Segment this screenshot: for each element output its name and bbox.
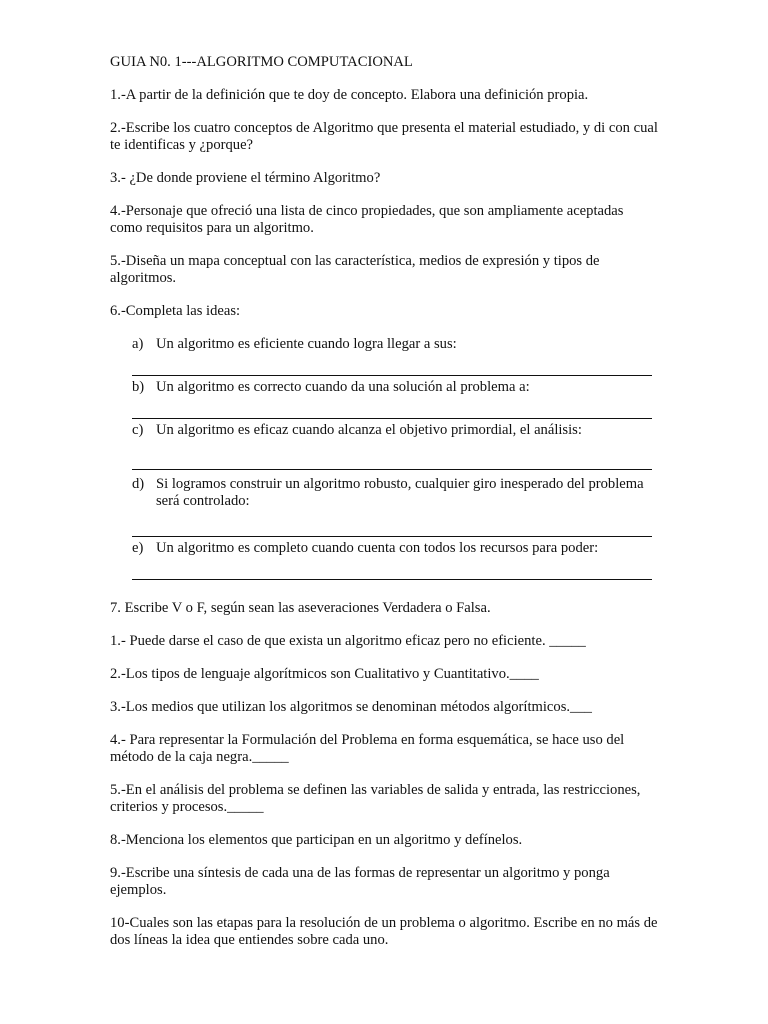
question-3: 3.- ¿De donde proviene el término Algoritmo? <box>110 170 381 186</box>
idea-text: Si logramos construir un algoritmo robusto, cualquier giro inesperado del problema será controlado: <box>156 476 644 509</box>
idea-label: d) <box>132 476 145 492</box>
question-7: 7. Escribe V o F, según sean las aseveraciones Verdadera o Falsa. <box>110 600 491 616</box>
question-2: 2.-Escribe los cuatro conceptos de Algoritmo que presenta el material estudiado, y di con cual te identificas y ¿porque? <box>110 120 658 153</box>
idea-label: a) <box>132 336 144 352</box>
idea-label: c) <box>132 422 144 438</box>
question-8: 8.-Menciona los elementos que participan en un algoritmo y defínelos. <box>110 832 523 848</box>
question-10: 10-Cuales son las etapas para la resolución de un problema o algoritmo. Escribe en no más de dos líneas la idea que entiendes sobre cada uno. <box>110 915 658 948</box>
idea-e <box>132 540 658 557</box>
idea-b <box>132 379 658 396</box>
answer-line-a[interactable] <box>132 369 652 376</box>
question-6: 6.-Completa las ideas: <box>110 303 241 319</box>
question-9: 9.-Escribe una síntesis de cada una de las formas de representar un algoritmo y ponga ejemplos. <box>110 865 610 898</box>
true-false-4: 4.- Para representar la Formulación del Problema en forma esquemática, se hace uso del método de la caja negra._____ <box>110 732 625 765</box>
document-body <box>110 54 658 965</box>
idea-a <box>132 336 658 353</box>
idea-d <box>132 476 658 510</box>
idea-text: Un algoritmo es eficiente cuando logra llegar a sus: <box>156 336 457 352</box>
question-5: 5.-Diseña un mapa conceptual con las característica, medios de expresión y tipos de algoritmos. <box>110 253 600 286</box>
idea-c <box>132 422 658 439</box>
true-false-1: 1.- Puede darse el caso de que exista un algoritmo eficaz pero no eficiente. _____ <box>110 633 586 649</box>
true-false-5: 5.-En el análisis del problema se definen las variables de salida y entrada, las restricciones, criterios y procesos._____ <box>110 782 641 815</box>
idea-label: b) <box>132 379 145 395</box>
true-false-3: 3.-Los medios que utilizan los algoritmos se denominan métodos algorítmicos.___ <box>110 699 592 715</box>
answer-line-c[interactable] <box>132 463 652 470</box>
answer-line-e[interactable] <box>132 573 652 580</box>
idea-text: Un algoritmo es completo cuando cuenta con todos los recursos para poder: <box>156 540 599 556</box>
question-4: 4.-Personaje que ofreció una lista de cinco propiedades, que son ampliamente aceptadas como requisitos para un algoritmo. <box>110 203 624 236</box>
idea-label: e) <box>132 540 144 556</box>
idea-text: Un algoritmo es correcto cuando da una solución al problema a: <box>156 379 530 395</box>
idea-text: Un algoritmo es eficaz cuando alcanza el objetivo primordial, el análisis: <box>156 422 582 438</box>
question-1: 1.-A partir de la definición que te doy de concepto. Elabora una definición propia. <box>110 87 589 103</box>
answer-line-d[interactable] <box>132 530 652 537</box>
document-title: GUIA N0. 1---ALGORITMO COMPUTACIONAL <box>110 54 413 70</box>
true-false-2: 2.-Los tipos de lenguaje algorítmicos son Cualitativo y Cuantitativo.____ <box>110 666 539 682</box>
answer-line-b[interactable] <box>132 412 652 419</box>
